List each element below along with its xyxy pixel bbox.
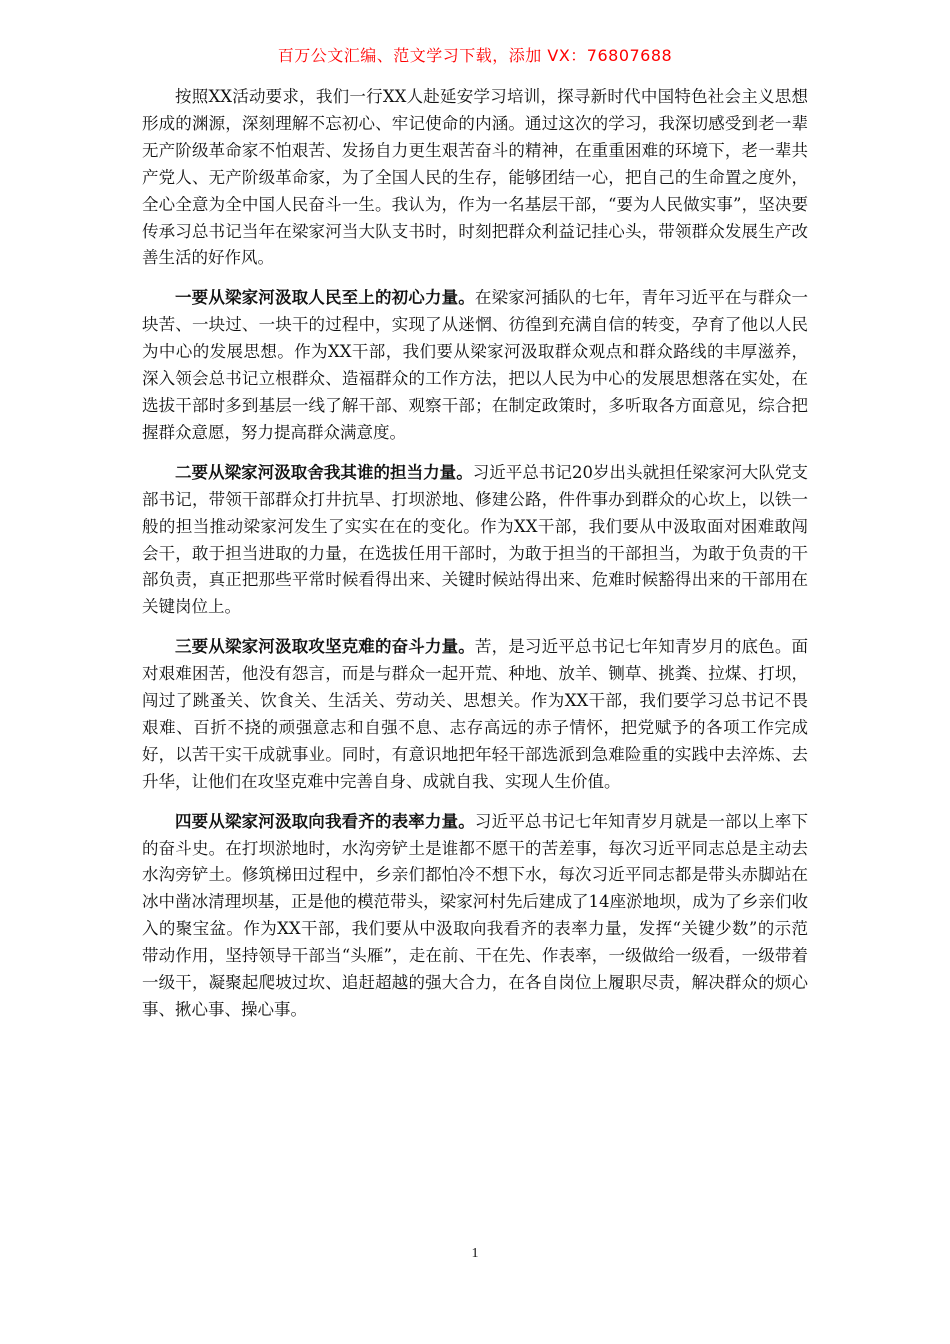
paragraph-text: 习近平总书记七年知青岁月就是一部以上率下的奋斗史。在打坝淤地时，水沟旁铲土是谁都不愿干的苦差事，每次习近平同志总是主动去水沟旁铲土。修筑梯田过程中，乡亲们都怕冷不想下水，每次习近平同志都是带头赤脚站在冰中凿冰清理坝基，正是他的模范带头，梁家河村先后建成了14座淤地坝，成为了乡亲们收入的聚宝盆。作为XX干部，我们要从中汲取向我看齐的表率力量，发挥“关键少数”的示范带动作用，坚持领导干部当“头雁”，走在前、干在先、作表率，一级做给一级看，一级带着一级干，凝聚起爬坡过坎、追赶超越的强大合力，在各自岗位上履职尽责，解决群众的烦心事、揪心事、操心事。 [142, 811, 809, 1019]
paragraph-point-3 [142, 634, 808, 795]
paragraph-lead: 一要从梁家河汲取人民至上的初心力量。 [175, 288, 475, 308]
paragraph-lead: 三要从梁家河汲取攻坚克难的奋斗力量。 [175, 637, 475, 657]
paragraph-text: 苦，是习近平总书记七年知青岁月的底色。面对艰难困苦，他没有怨言，而是与群众一起开荒、种地、放羊、铡草、挑粪、拉煤、打坝，闯过了跳蚤关、饮食关、生活关、劳动关、思想关。作为XX干部，我们要学习总书记不畏艰难、百折不挠的顽强意志和自强不息、志存高远的赤子情怀，把党赋予的各项工作完成好，以苦干实干成就事业。同时，有意识地把年轻干部选派到急难险重的实践中去淬炼、去升华，让他们在攻坚克难中完善自身、成就自我、实现人生价值。 [142, 637, 809, 791]
header-banner [0, 44, 950, 68]
paragraph-point-1 [142, 285, 808, 446]
page-number: 1 [471, 1246, 479, 1261]
paragraph-text: 在梁家河插队的七年，青年习近平在与群众一块苦、一块过、一块干的过程中，实现了从迷惘、彷徨到充满自信的转变，孕育了他以人民为中心的发展思想。作为XX干部，我们要从梁家河汲取群众观点和群众路线的丰厚滋养，深入领会总书记立根群众、造福群众的工作方法，把以人民为中心的发展思想落在实处，在选拔干部时多到基层一线了解干部、观察干部；在制定政策时，多听取各方面意见，综合把握群众意愿，努力提高群众满意度。 [142, 288, 809, 442]
paragraph-text: 习近平总书记20岁出头就担任梁家河大队党支部书记，带领干部群众打井抗旱、打坝淤地、修建公路，件件事办到群众的心坎上，以铁一般的担当推动梁家河发生了实实在在的变化。作为XX干部，我们要从中汲取面对困难敢闯会干，敢于担当进取的力量，在选拔任用干部时，为敢于担当的干部担当，为敢于负责的干部负责，真正把那些平常时候看得出来、关键时候站得出来、危难时候豁得出来的干部用在关键岗位上。 [142, 462, 809, 617]
paragraph-lead: 四要从梁家河汲取向我看齐的表率力量。 [175, 811, 475, 831]
header-title: 百万公文汇编、范文学习下载，添加 VX：76807688 [277, 46, 673, 65]
paragraph-point-4 [142, 809, 808, 1024]
paragraph-lead: 二要从梁家河汲取舍我其谁的担当力量。 [175, 462, 473, 482]
paragraph-intro [142, 84, 808, 272]
document-body [142, 84, 808, 1037]
paragraph-point-2 [142, 460, 808, 621]
paragraph-text: 按照XX活动要求，我们一行XX人赴延安学习培训，探寻新时代中国特色社会主义思想形成的渊源，深刻理解不忘初心、牢记使命的内涵。通过这次的学习，我深切感受到老一辈无产阶级革命家不怕艰苦、发扬自力更生艰苦奋斗的精神，在重重困难的环境下，老一辈共产党人、无产阶级革命家，为了全国人民的生存，能够团结一心，把自己的生命置之度外，全心全意为全中国人民奋斗一生。我认为，作为一名基层干部，“要为人民做实事”，坚决要传承习总书记当年在梁家河当大队支书时，时刻把群众利益记挂心头，带领群众发展生产改善生活的好作风。 [142, 87, 808, 268]
